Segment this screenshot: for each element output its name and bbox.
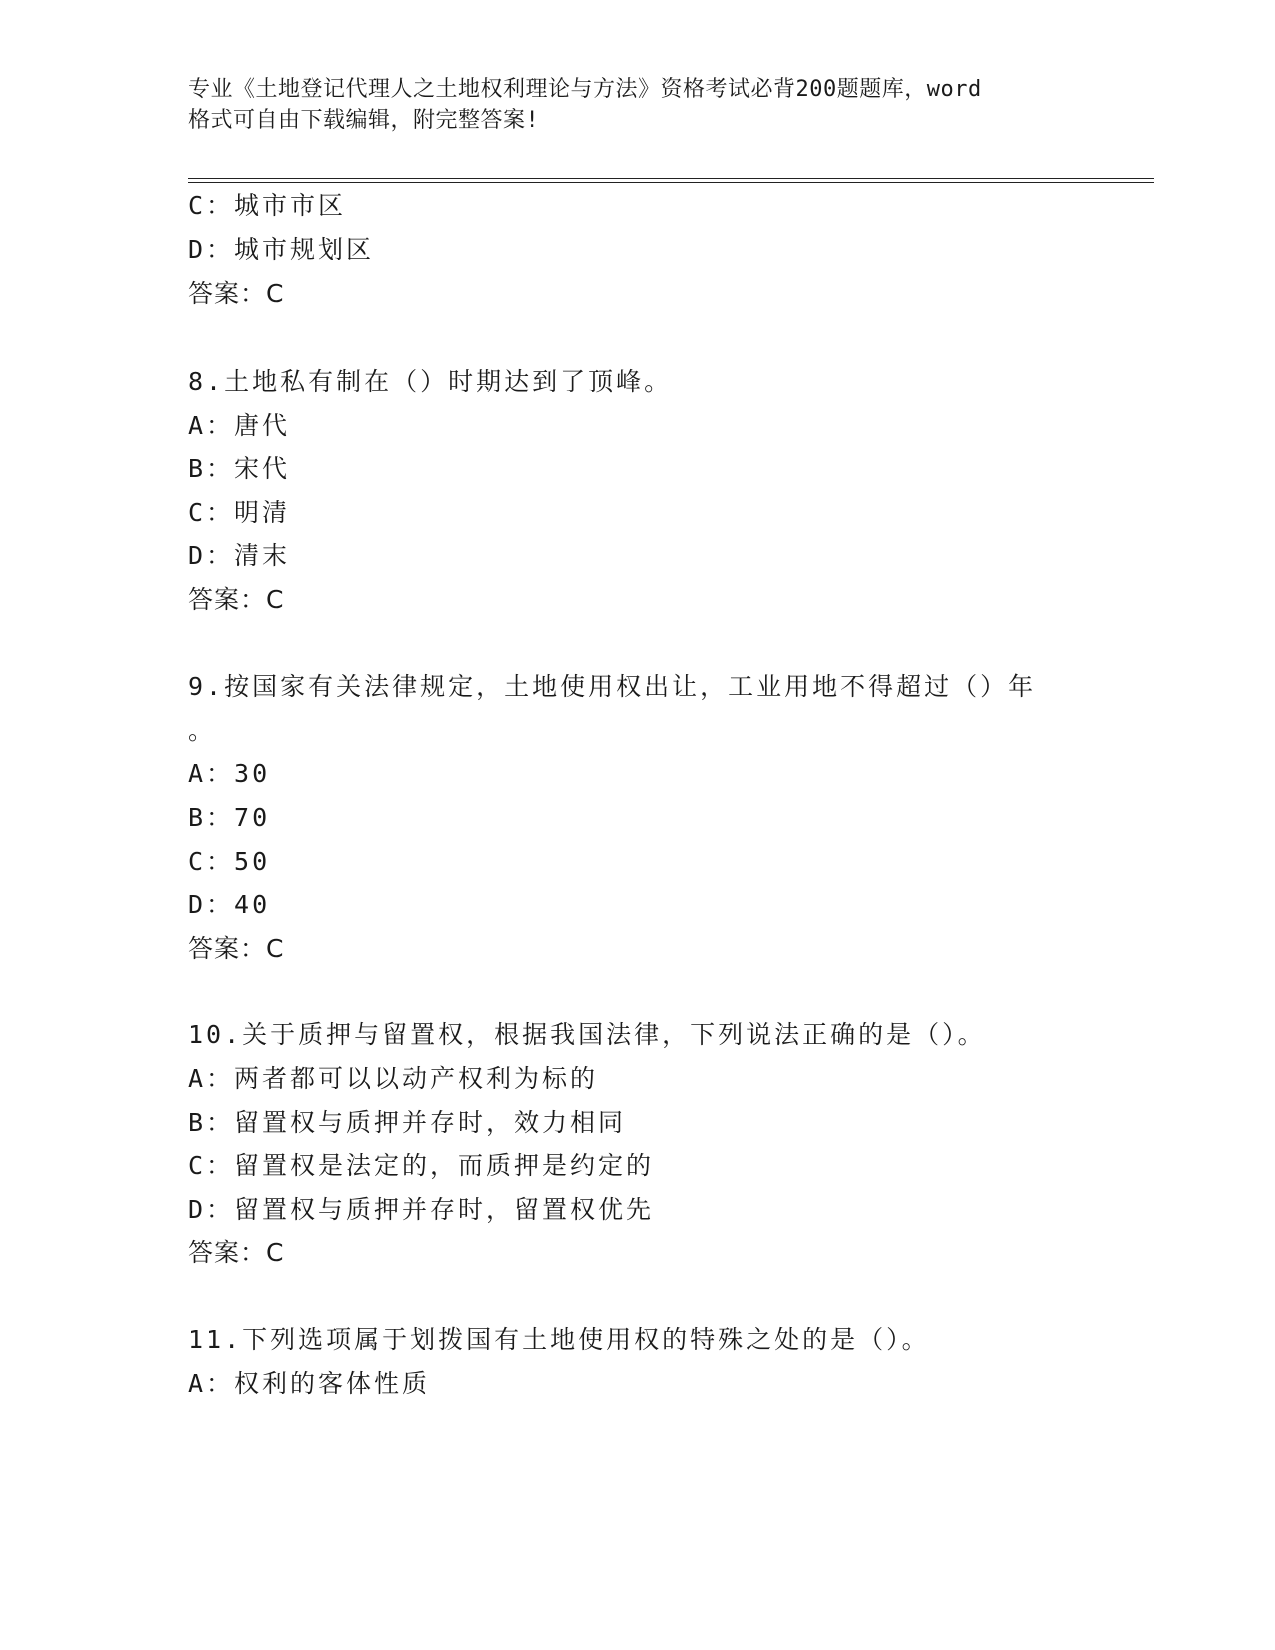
q10-option-a: A：两者都可以以动产权利为标的 bbox=[188, 1064, 599, 1093]
q9-question-continued: 。 bbox=[188, 716, 217, 745]
q8-option-b: B：宋代 bbox=[188, 454, 291, 483]
q10-option-b: B：留置权与质押并存时，效力相同 bbox=[188, 1108, 627, 1137]
header-divider bbox=[188, 178, 1154, 183]
q8-option-c: C：明清 bbox=[188, 498, 291, 527]
q8-option-d: D：清末 bbox=[188, 541, 291, 570]
q9-answer: 答案：C bbox=[188, 934, 285, 963]
q10-option-c: C：留置权是法定的，而质押是约定的 bbox=[188, 1151, 655, 1180]
q11-question: 11.下列选项属于划拨国有土地使用权的特殊之处的是（）。 bbox=[188, 1325, 930, 1354]
q7-option-c: C：城市市区 bbox=[188, 191, 347, 220]
q10-answer: 答案：C bbox=[188, 1238, 285, 1267]
q8-option-a: A：唐代 bbox=[188, 411, 291, 440]
document-header bbox=[188, 74, 1068, 136]
q10-option-d: D：留置权与质押并存时，留置权优先 bbox=[188, 1195, 655, 1224]
q11-option-a: A：权利的客体性质 bbox=[188, 1369, 431, 1398]
q9-option-c: C：50 bbox=[188, 847, 271, 876]
q9-option-a: A：30 bbox=[188, 759, 271, 788]
q10-question: 10.关于质押与留置权，根据我国法律，下列说法正确的是（）。 bbox=[188, 1020, 986, 1049]
q9-option-b: B：70 bbox=[188, 803, 271, 832]
q8-answer: 答案：C bbox=[188, 585, 285, 614]
q8-question: 8.土地私有制在（）时期达到了顶峰。 bbox=[188, 367, 673, 396]
q9-option-d: D：40 bbox=[188, 890, 271, 919]
q9-question: 9.按国家有关法律规定，土地使用权出让，工业用地不得超过（）年 bbox=[188, 672, 1037, 701]
q7-option-d: D：城市规划区 bbox=[188, 235, 375, 264]
q7-answer: 答案：C bbox=[188, 279, 285, 308]
header-line-2: 格式可自由下载编辑，附完整答案! bbox=[188, 108, 540, 133]
header-line-1: 专业《土地登记代理人之土地权利理论与方法》资格考试必背200题题库，word bbox=[188, 77, 982, 102]
